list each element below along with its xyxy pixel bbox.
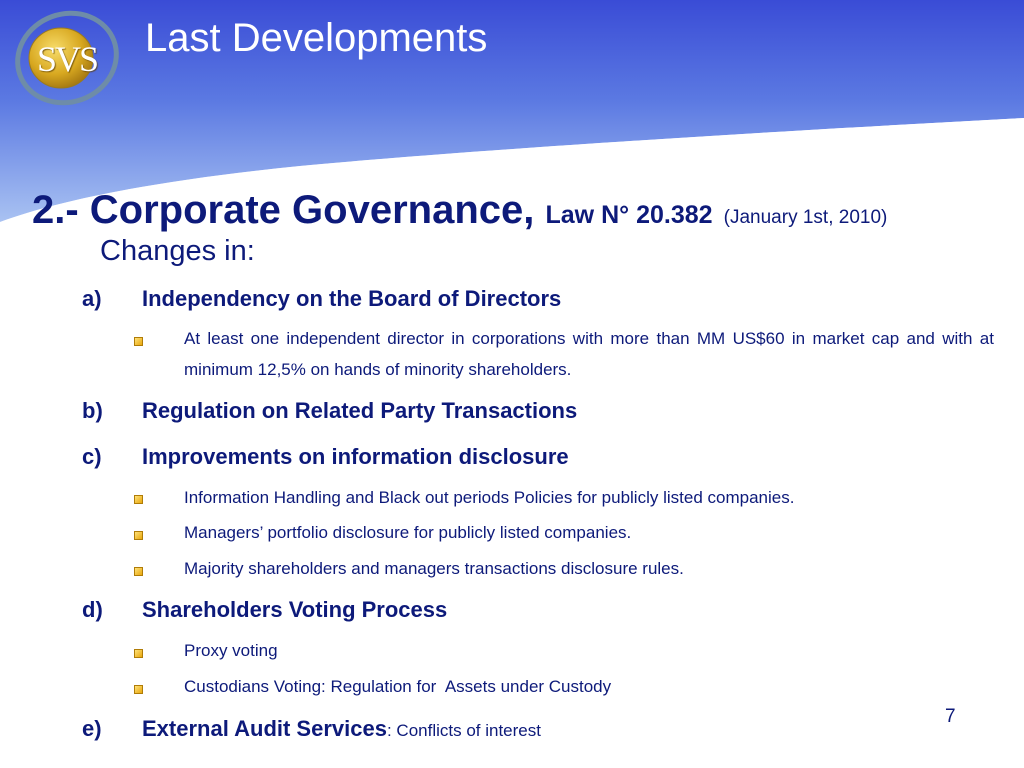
bullet-icon: [134, 337, 143, 346]
bullet-blackout-periods: Information Handling and Black out periods Policies for publicly listed companies.: [184, 488, 795, 507]
bullet-icon: [134, 567, 143, 576]
section-heading: [32, 186, 887, 234]
heading-date: (January 1st, 2010): [723, 207, 888, 228]
heading-law: Law N° 20.382: [545, 201, 713, 229]
bullet-managers-portfolio: Managers’ portfolio disclosure for publicly listed companies.: [184, 523, 632, 542]
bullet-custodians-voting: Custodians Voting: Regulation for Assets under Custody: [184, 677, 612, 696]
bullet-independent-director: At least one independent director in corporations with more than MM US$60 in market cap and with at minimum 12,5% on hands of minority shareholders.: [184, 329, 994, 379]
item-letter-d: d): [82, 597, 103, 622]
item-letter-a: a): [82, 286, 102, 311]
external-audit-detail: : Conflicts of interest: [386, 721, 541, 740]
bullet-icon: [134, 649, 143, 658]
bullet-icon: [134, 495, 143, 504]
item-title-external-audit: [142, 716, 541, 742]
bullet-icon: [134, 531, 143, 540]
item-title-information-disclosure: Improvements on information disclosure: [142, 444, 569, 469]
item-title-related-party: Regulation on Related Party Transactions: [142, 398, 578, 423]
item-letter-b: b): [82, 398, 103, 423]
slide-title: Last Developments: [145, 16, 488, 60]
page-number: 7: [945, 706, 956, 727]
svs-logo: [14, 10, 120, 106]
heading-main: 2.- Corporate Governance,: [32, 188, 535, 232]
item-title-board-independence: Independency on the Board of Directors: [142, 286, 562, 311]
bullet-icon: [134, 685, 143, 694]
logo-text: SVS: [36, 39, 98, 79]
bullet-proxy-voting: Proxy voting: [184, 641, 278, 660]
item-title-voting-process: Shareholders Voting Process: [142, 597, 448, 622]
changes-label: Changes in:: [100, 235, 255, 267]
external-audit-label: External Audit Services: [142, 716, 387, 741]
bullet-majority-shareholders: Majority shareholders and managers transactions disclosure rules.: [184, 559, 684, 578]
item-letter-e: e): [82, 716, 102, 741]
item-letter-c: c): [82, 444, 102, 469]
